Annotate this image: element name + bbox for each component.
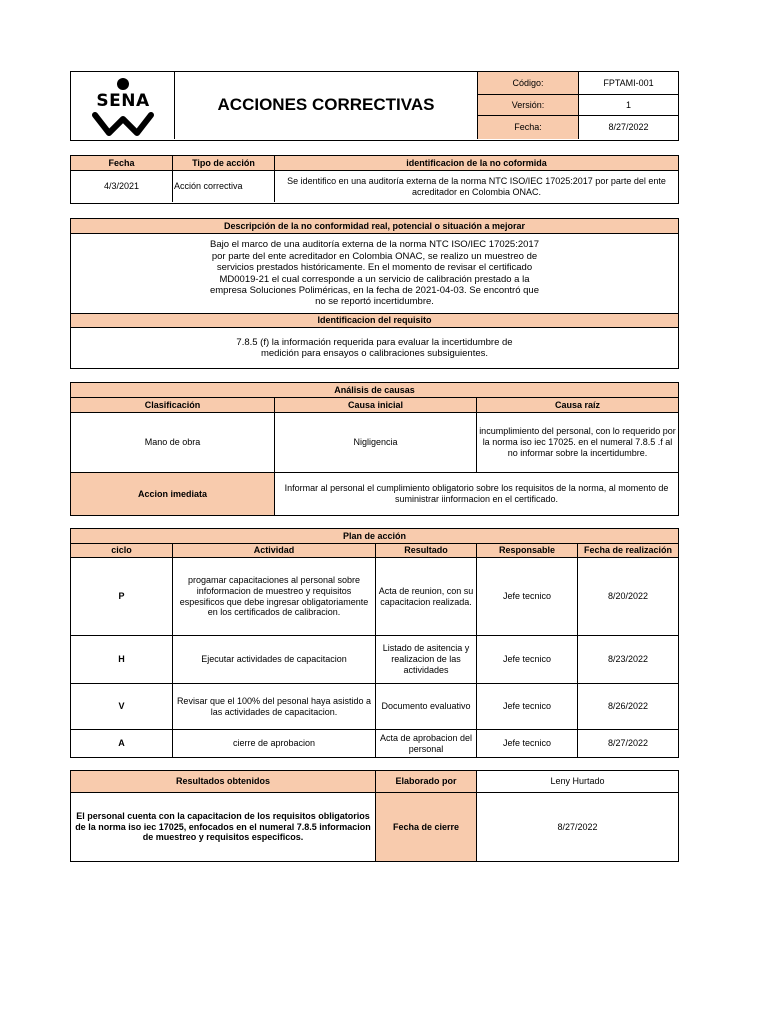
sena-logo-icon	[83, 75, 163, 137]
requirement-heading: Identificacion del requisito	[71, 313, 678, 328]
elaborado-value: Leny Hurtado	[476, 771, 678, 793]
plan-row-resultado: Acta de reunion, con su capacitacion realizada.	[375, 558, 476, 636]
identification-tipo: Acción correctiva	[172, 171, 274, 202]
version-value: 1	[578, 94, 678, 115]
plan-row-ciclo: V	[71, 684, 172, 730]
plan-row-actividad: Revisar que el 100% del pesonal haya asistido a las actividades de capacitacion.	[172, 684, 375, 730]
header-causa-inicial: Causa inicial	[274, 398, 476, 413]
fecha-cierre-value: 8/27/2022	[476, 793, 678, 861]
header-causa-raiz: Causa raíz	[476, 398, 678, 413]
fecha-label: Fecha:	[477, 115, 578, 139]
plan-row-responsable: Jefe tecnico	[476, 558, 577, 636]
plan-row-ciclo: H	[71, 636, 172, 684]
codigo-label: Código:	[477, 72, 578, 94]
document-title: ACCIONES CORRECTIVAS	[174, 72, 477, 139]
plan-row-resultado: Acta de aprobacion del personal	[375, 730, 476, 757]
plan-row-resultado: Documento evaluativo	[375, 684, 476, 730]
results-text: El personal cuenta con la capacitacion de los requisitos obligatorios de la norma iso iec 17025, enfocados en el numeral 7.8.5 informacion de muestreo y requisitos especificos.	[75, 810, 371, 843]
plan-row-fecha: 8/27/2022	[577, 730, 678, 757]
header-ciclo: ciclo	[71, 544, 172, 558]
identification-block	[70, 155, 679, 204]
plan-row-ciclo: P	[71, 558, 172, 636]
header-fecha-realizacion: Fecha de realización	[577, 544, 678, 558]
header-clasificacion: Clasificación	[71, 398, 274, 413]
results-heading: Resultados obtenidos	[71, 771, 375, 793]
identification-descripcion: Se identifico en una auditoría externa de la norma NTC ISO/IEC 17025:2017 por parte del ente acreditador en Colombia ONAC.	[274, 171, 678, 202]
header-block	[70, 71, 679, 141]
description-heading: Descripción de la no conformidad real, potencial o situación a mejorar	[71, 219, 678, 234]
header-resultado: Resultado	[375, 544, 476, 558]
identification-fecha: 4/3/2021	[103, 181, 140, 192]
header-fecha: Fecha	[71, 156, 172, 171]
plan-row-fecha: 8/23/2022	[577, 636, 678, 684]
header-identificacion: identificacion de la no coformida	[274, 156, 678, 171]
plan-row-fecha: 8/26/2022	[577, 684, 678, 730]
plan-row-actividad: Ejecutar actividades de capacitacion	[172, 636, 375, 684]
description-block	[70, 218, 679, 369]
plan-row-actividad: cierre de aprobacion	[172, 730, 375, 757]
results-block	[70, 770, 679, 862]
accion-imediata-text: Informar al personal el cumplimiento obligatorio sobre los requisitos de la norma, al momento de suministrar iinformacion en el certificado.	[274, 473, 678, 515]
plan-row-fecha: 8/20/2022	[577, 558, 678, 636]
analysis-heading: Análisis de causas	[71, 383, 678, 398]
plan-row-responsable: Jefe tecnico	[476, 684, 577, 730]
causa-raiz-value: incumplimiento del personal, con lo requerido por la norma iso iec 17025. en el numeral 7.8.5 .f al no informar sobre la incertidumbre.	[476, 413, 678, 473]
plan-row-responsable: Jefe tecnico	[476, 730, 577, 757]
codigo-value: FPTAMI-001	[578, 72, 678, 94]
clasificacion-value: Mano de obra	[71, 413, 274, 473]
requirement-text: 7.8.5 (f) la información requerida para evaluar la incertidumbre de medición para ensayos o calibraciones subsiguientes.	[236, 336, 513, 359]
version-label: Versión:	[477, 94, 578, 115]
header-tipo-accion: Tipo de acción	[172, 156, 274, 171]
plan-heading: Plan de acción	[71, 529, 678, 544]
elaborado-label: Elaborado por	[375, 771, 476, 793]
causa-inicial-value: Nigligencia	[274, 413, 476, 473]
fecha-cierre-label: Fecha de cierre	[375, 793, 476, 861]
plan-row-actividad: progamar capacitaciones al personal sobre infoformacion de muestreo y requisitos espesificos que debe ingresar obligatoriamente en los certificados de calibracion.	[172, 558, 375, 636]
plan-row-ciclo: A	[118, 738, 125, 749]
plan-row-resultado: Listado de asitencia y realizacion de las actividades	[375, 636, 476, 684]
fecha-value: 8/27/2022	[578, 115, 678, 139]
description-text: Bajo el marco de una auditoría externa de la norma NTC ISO/IEC 17025:2017 por parte del ente acreditador en Colombia ONAC, se realizo un muestreo de servicios prestados históricamente. En el momento de revisar el certificado MD0019-21 el cual corresponde a un servicio de calibración prestado a la empresa Soluciones Poliméricas, en la fecha de 2021-04-03. Se encontró que no se reportó incertidumbre.	[209, 239, 539, 308]
accion-imediata-label: Accion imediata	[71, 473, 274, 515]
sena-logo	[71, 72, 174, 139]
plan-block	[70, 528, 679, 758]
header-responsable: Responsable	[476, 544, 577, 558]
logo-text: SENA	[95, 90, 150, 111]
analysis-block	[70, 382, 679, 516]
header-actividad: Actividad	[172, 544, 375, 558]
plan-row-responsable: Jefe tecnico	[476, 636, 577, 684]
